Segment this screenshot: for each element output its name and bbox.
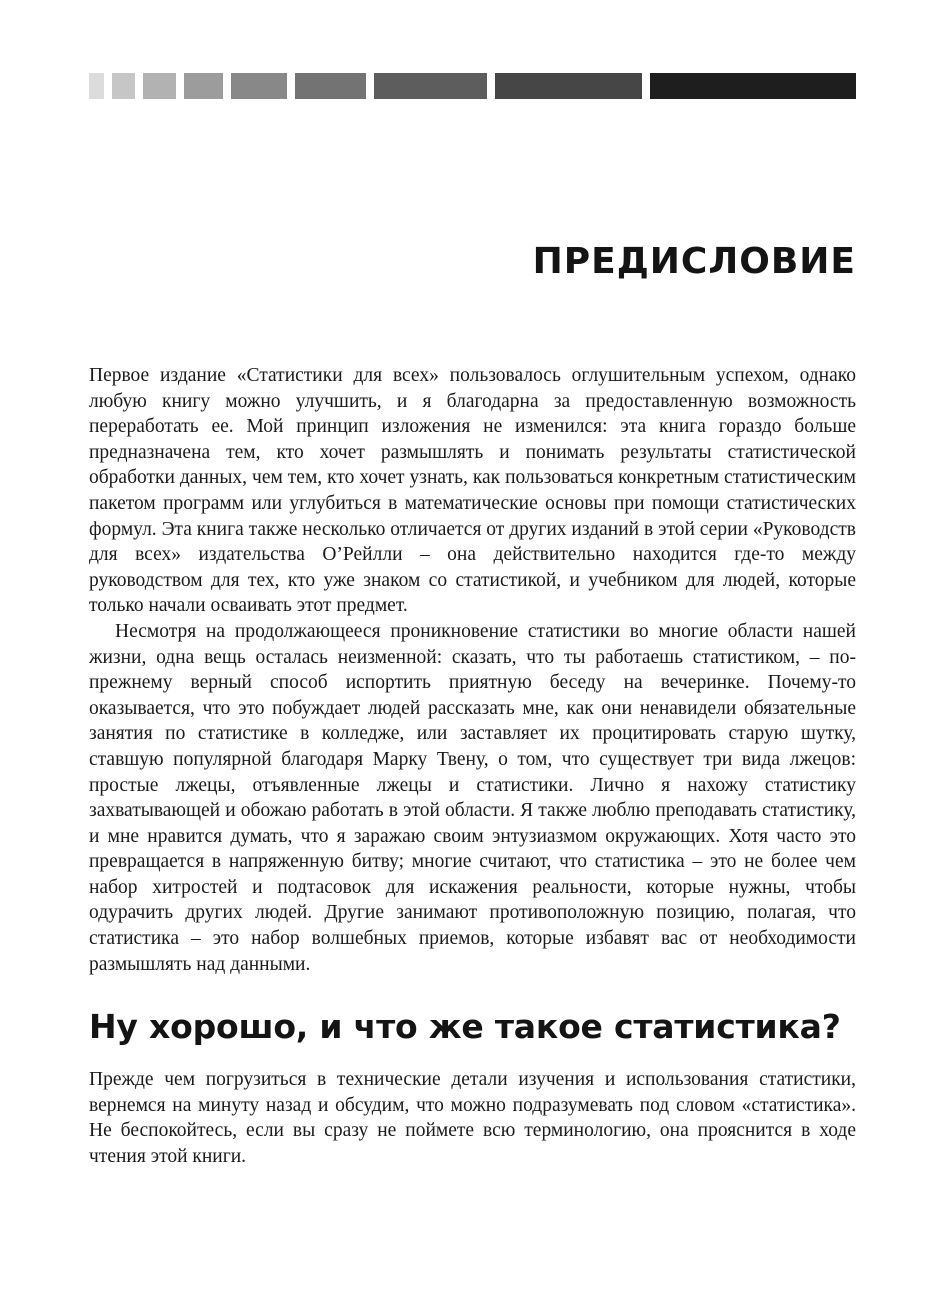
page-content [89,363,856,1170]
section-heading: Ну хорошо, и что же такое статистика? [89,1007,841,1047]
gradient-bar [184,73,223,99]
gradient-bar [495,73,642,99]
chapter-title: ПРЕДИСЛОВИЕ [532,241,856,282]
section-paragraph: Прежде чем погрузиться в технические детали изучения и использования статистики, вернемся на минуту назад и обсудим, что можно подразумевать под словом «статистика». Не беспокойтесь, если вы сразу не поймете всю терминологию, она прояснится в ходе чтения этой книги. [89,1069,856,1168]
decorative-gradient-bars [89,73,856,99]
gradient-bar [143,73,176,99]
gradient-bar [295,73,366,99]
gradient-bar [650,73,856,99]
gradient-bar [231,73,287,99]
gradient-bar [112,73,135,99]
body-paragraph-2: Несмотря на продолжающееся проникновение статистики во многие области нашей жизни, одна вещь осталась неизменной: сказать, что ты работаешь статистиком, – по-прежнему верный способ испортить приятную беседу на вечеринке. Почему-то оказывается, что это побуждает людей рассказать мне, как они ненавидели обязательные занятия по статистике в колледже, или заставляет их процитировать старую шутку, ставшую популярной благодаря Марку Твену, о том, что существует три вида лжецов: простые лжецы, отъявленные лжецы и статистики. Лично я нахожу статистику захватывающей и обожаю работать в этой области. Я также люблю преподавать статистику, и мне нравится думать, что я заражаю своим энтузиазмом окружающих. Хотя часто это превращается в напряженную битву; многие считают, что статистика – это не более чем набор хитростей и подтасовок для искажения реальности, которые нужны, чтобы одурачить других людей. Другие занимают противоположную позицию, полагая, что статистика – это набор волшебных приемов, которые избавят вас от необходимости размышлять над данными. [89,620,856,975]
gradient-bar [89,73,104,99]
body-paragraph-1: Первое издание «Статистики для всех» пользовалось оглушительным успехом, однако любую книгу можно улучшить, и я благодарна за предоставленную возможность переработать ее. Мой принцип изложения не изменился: эта книга гораздо больше предназначена тем, кто хочет размышлять и понимать результаты статистической обработки данных, чем тем, кто хочет узнать, как пользоваться конкретным статистическим пакетом программ или углубиться в математические основы при помощи статистических формул. Эта книга также несколько отличается от других изданий в этой серии «Руководств для всех» издательства О’Рейлли – она действительно находится где-то между руководством для тех, кто уже знаком со статистикой, и учебником для людей, которые только начали осваивать этот предмет. [89,365,856,617]
gradient-bar [374,73,487,99]
